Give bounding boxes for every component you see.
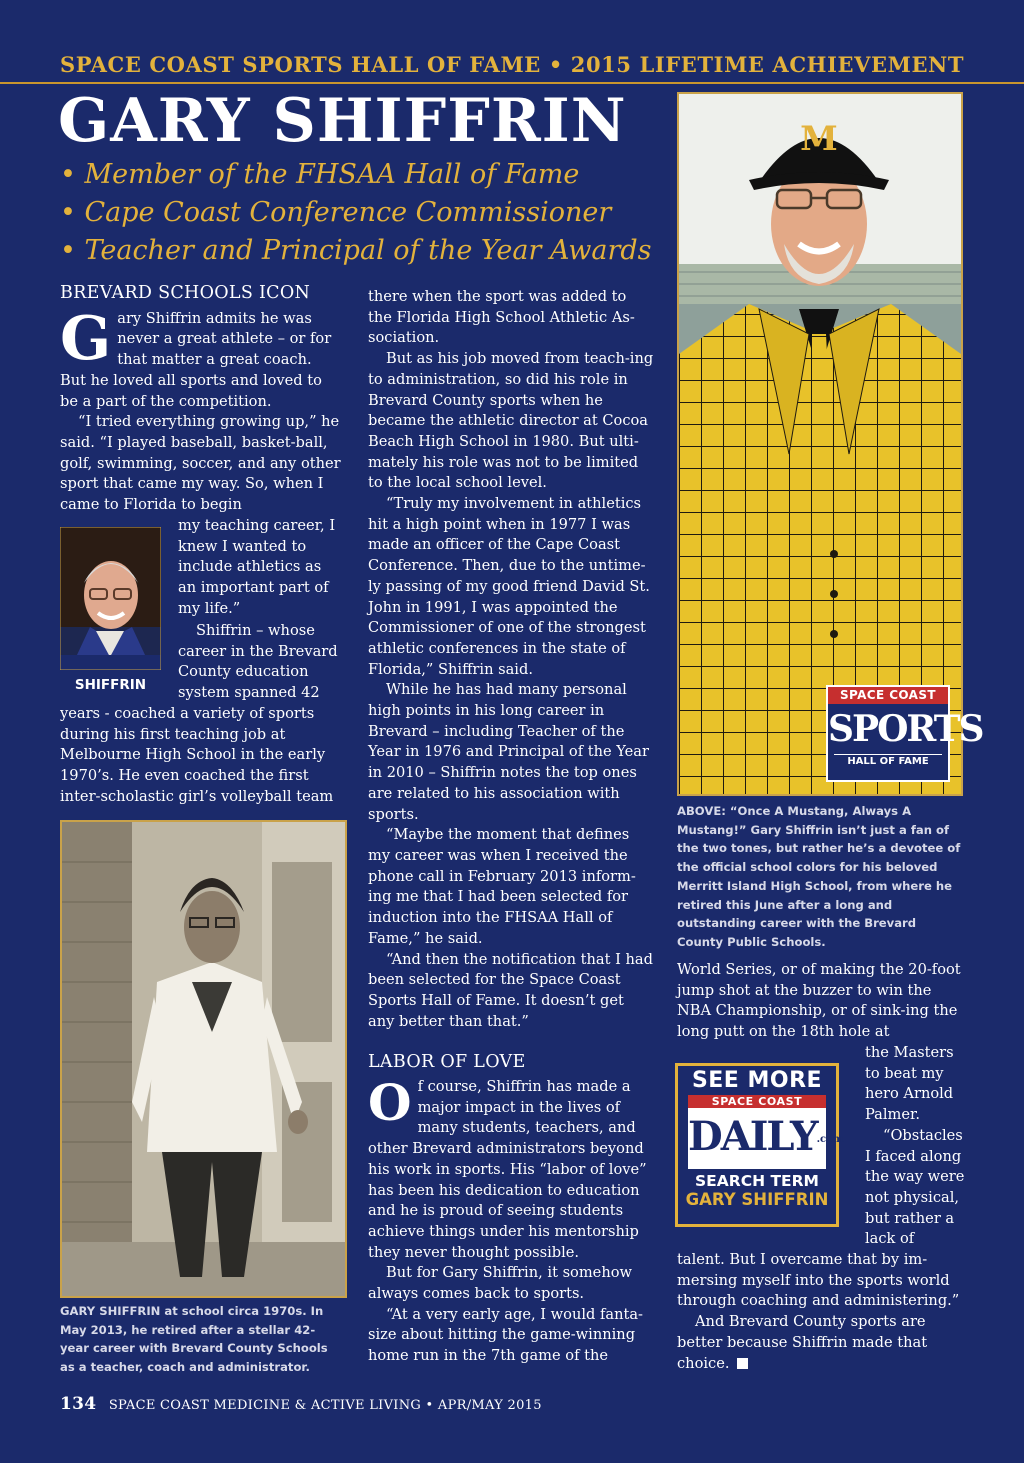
page-footer (60, 1394, 542, 1414)
col3-wrap (865, 1043, 965, 1250)
vintage-photo (62, 822, 345, 1296)
col1-paragraph-3-wrapper (60, 704, 342, 808)
inset-photo-wrap (60, 527, 161, 670)
col1-paragraph-3-start (178, 621, 342, 704)
vintage-photo-frame (60, 820, 347, 1298)
inset-photo-label: SHIFFRIN (74, 677, 147, 693)
section-heading-labor: LABOR OF LOVE (368, 1052, 526, 1073)
ad-brand: DAILY.com (688, 1108, 826, 1169)
cap-logo: M (800, 119, 838, 159)
section-kicker: SPACE COAST SPORTS HALL OF FAME • 2015 LIFETIME ACHIEVEMENT (60, 52, 965, 77)
col2-paragraph-5: “Maybe the moment that defines my career was when I received the phone call in February 2013 inform-ing me that I had been selected for induction into the FHSAA Hall of Fame,” he said. (368, 826, 636, 947)
bullet-commissioner: • Cape Coast Conference Commissioner (60, 197, 612, 228)
col1-paragraph-2: “I tried everything growing up,” he said. “I played baseball, basket-ball, golf, swimming, soccer, and any other sport that came my way. So, when I came to Florida to begin (60, 413, 341, 514)
badge-mid: SPORTS (828, 708, 983, 750)
col2-paragraph-7: f course, Shiffrin has made a major impact in the lives of many students, teachers, and other Brevard administrators beyond his work in sports. His “labor of love” has been his dedication to education and he is proud of seeing students achieve things under his mentorship they never thought possible. (368, 1078, 647, 1261)
end-mark (737, 1358, 748, 1369)
col3-p2-tail: talent. But I overcame that by im-mersing myself into the sports world through coaching and administering.” (677, 1251, 960, 1310)
vintage-photo-caption: GARY SHIFFRIN at school circa 1970s. In May 2013, he retired after a stellar 42-year career with Brevard County Schools as a teacher, coach and administrator. (60, 1304, 328, 1375)
ad-see-more: SEE MORE (691, 1068, 823, 1093)
col2-paragraph-2: But as his job moved from teach-ing to administration, so did his role in Brevard County sports when he became the athletic director at Cocoa Beach High School in 1980. But ulti-mately his role was not to be limited to the local school level. (368, 350, 654, 492)
col2-paragraph-8: But for Gary Shiffrin, it somehow always comes back to sports. (368, 1264, 632, 1303)
ad-search-term: GARY SHIFFRIN (685, 1190, 829, 1209)
col3-p1-text: World Series, or of making the 20-foot jump shot at the buzzer to win the NBA Championship, or of sink-ing the long putt on the 18th hole at (677, 961, 961, 1041)
col2-paragraph-4: While he has had many personal high points in his long career in Brevard – including Teacher of the Year in 1976 and Principal of the Year in 2010 – Shiffrin notes the top ones are related to his association with sports. (368, 681, 649, 823)
section-heading-brevard: BREVARD SCHOOLS ICON (60, 283, 311, 303)
col2-paragraph-6: “And then the notification that I had been selected for the Space Coast Sports Hall of Fame. It doesn’t get any better than that.” (368, 950, 653, 1030)
col1-paragraph-3-tail: years - coached a variety of sports during his first teaching job at Melbourne High School in the early 1970’s. He even coached the first inter-scholastic girl’s volleyball team (60, 705, 334, 805)
col2-paragraph-3: “Truly my involvement in athletics hit a high point when in 1977 I was made an officer of the Cape Coast Conference. Then, due to the untime-ly passing of my good friend David St. John in 1991, I was appointed the Commissioner of one of the strongest athletic conferences in the state of Florida,” Shiffrin said. (368, 495, 650, 678)
col3-paragraph-1 (677, 960, 961, 1043)
col2-paragraph-1: there when the sport was added to the Florida High School Athletic As-sociation. (368, 288, 635, 347)
page-number: 134 (60, 1394, 97, 1414)
col3-tail (677, 1250, 961, 1374)
kicker-rule (0, 82, 1024, 84)
col1-paragraph-3-head: Shiffrin – whose career in the Brevard County education system spanned 42 (178, 622, 338, 702)
bullet-hall-of-fame: • Member of the FHSAA Hall of Fame (60, 159, 580, 190)
col1-wrap (178, 516, 342, 620)
column-1 (60, 283, 342, 516)
col2-paragraph-9: “At a very early age, I would fanta-size about hitting the game-winning home run in the 7th game of the (368, 1305, 643, 1365)
col1-paragraph-1: ary Shiffrin admits he was never a great athlete – or for that matter a great coach. But he loved all sports and loved to be a part of the competition. (60, 309, 332, 410)
col3-p1-tail: the Masters to beat my hero Arnold Palmer. (865, 1044, 954, 1124)
hall-of-fame-badge (826, 685, 983, 782)
ad-search-label: SEARCH TERM (695, 1172, 819, 1190)
col3-paragraph-3: And Brevard County sports are better because Shiffrin made that choice. (677, 1313, 928, 1372)
badge-bottom: HALL OF FAME (834, 754, 942, 769)
col1-paragraph-2-wrap: my teaching career, I knew I wanted to include athletics as an important part of my life.” (178, 517, 336, 617)
column-2 (368, 287, 654, 1367)
badge-top: SPACE COAST (828, 687, 948, 704)
page-title: GARY SHIFFRIN (58, 86, 627, 156)
publication-name: SPACE COAST MEDICINE & ACTIVE LIVING • APR/MAY 2015 (108, 1398, 542, 1413)
dropcap-g: G (60, 303, 112, 374)
main-photo-caption: ABOVE: “Once A Mustang, Always A Mustang!” Gary Shiffrin isn’t just a fan of the two tones, but rather he’s a devotee of the official school colors for his beloved Merritt Island High School, from where he retired this June after a long and outstanding career with the Brevard County Public Schools. (677, 804, 961, 949)
inset-headshot (60, 527, 161, 670)
bullet-awards: • Teacher and Principal of the Year Awards (60, 235, 652, 266)
space-coast-daily-ad[interactable] (675, 1063, 844, 1227)
ad-band: SPACE COAST (688, 1095, 826, 1108)
ad-dotcom: .com (816, 1134, 844, 1145)
col3-paragraph-2: “Obstacles I faced along the way were not physical, but rather a lack of (865, 1126, 965, 1248)
dropcap-o: O (368, 1073, 412, 1133)
